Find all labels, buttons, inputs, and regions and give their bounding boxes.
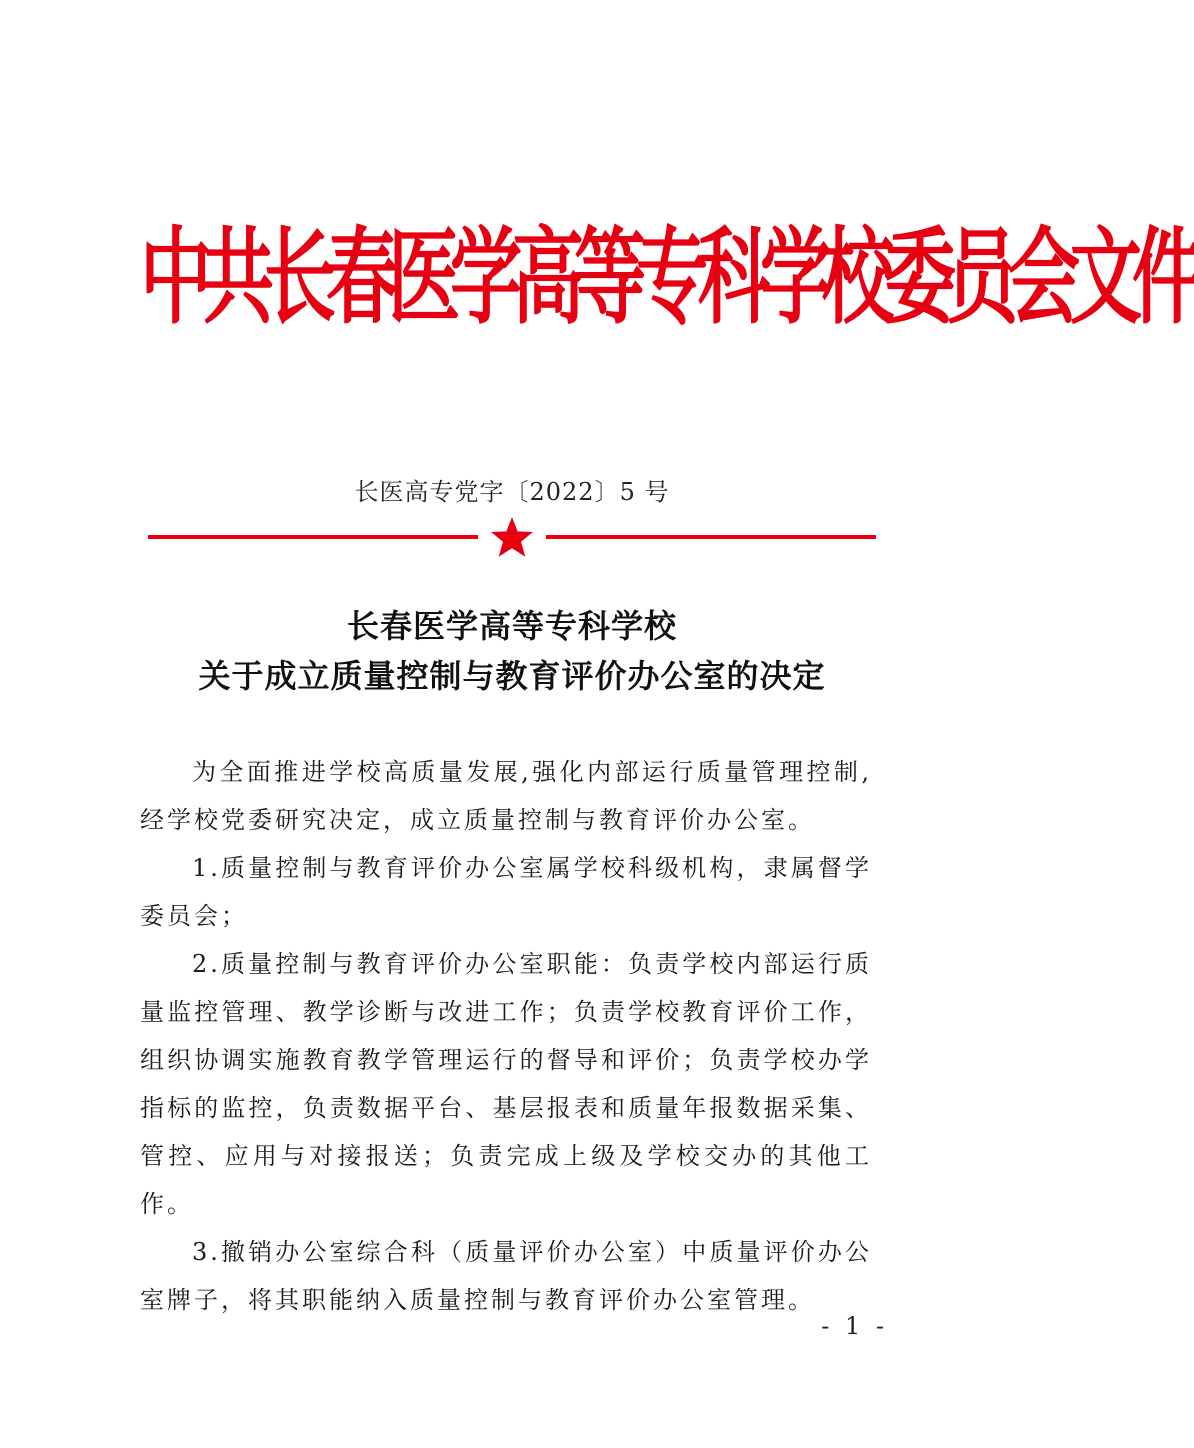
- body-paragraph: 3.撤销办公室综合科（质量评价办公室）中质量评价办公室牌子，将其职能纳入质量控制与教育评价办公室管理。: [140, 1238, 872, 1314]
- body-paragraph: 为全面推进学校高质量发展,强化内部运行质量管理控制,经学校党委研究决定，成立质量控制与教育评价办公室。: [140, 758, 872, 834]
- body-paragraph: 2.质量控制与教育评价办公室职能：负责学校内部运行质量监控管理、教学诊断与改进工作；负责学校教育评价工作，组织协调实施教育教学管理运行的督导和评价；负责学校办学指标的监控，负责数据平台、基层报表和质量年报数据采集、管控、应用与对接报送；负责完成上级及学校交办的其他工作。: [140, 950, 872, 1218]
- page-number: - 1 -: [821, 1312, 888, 1340]
- separator-line-left: [148, 535, 478, 539]
- red-separator: [148, 515, 876, 559]
- document-body: [140, 748, 872, 1324]
- red-star-icon: [488, 515, 536, 559]
- document-number: 长医高专党字〔2022〕5 号: [354, 478, 670, 506]
- body-paragraph: 1.质量控制与教育评价办公室属学校科级机构，隶属督学委员会；: [140, 854, 872, 930]
- title-line-1: 长春医学高等专科学校: [346, 607, 677, 645]
- red-header-masthead: 中共长春医学高等专科学校委员会文件: [140, 216, 1194, 338]
- title-line-2: 关于成立质量控制与教育评价办公室的决定: [198, 657, 826, 695]
- separator-line-right: [546, 535, 876, 539]
